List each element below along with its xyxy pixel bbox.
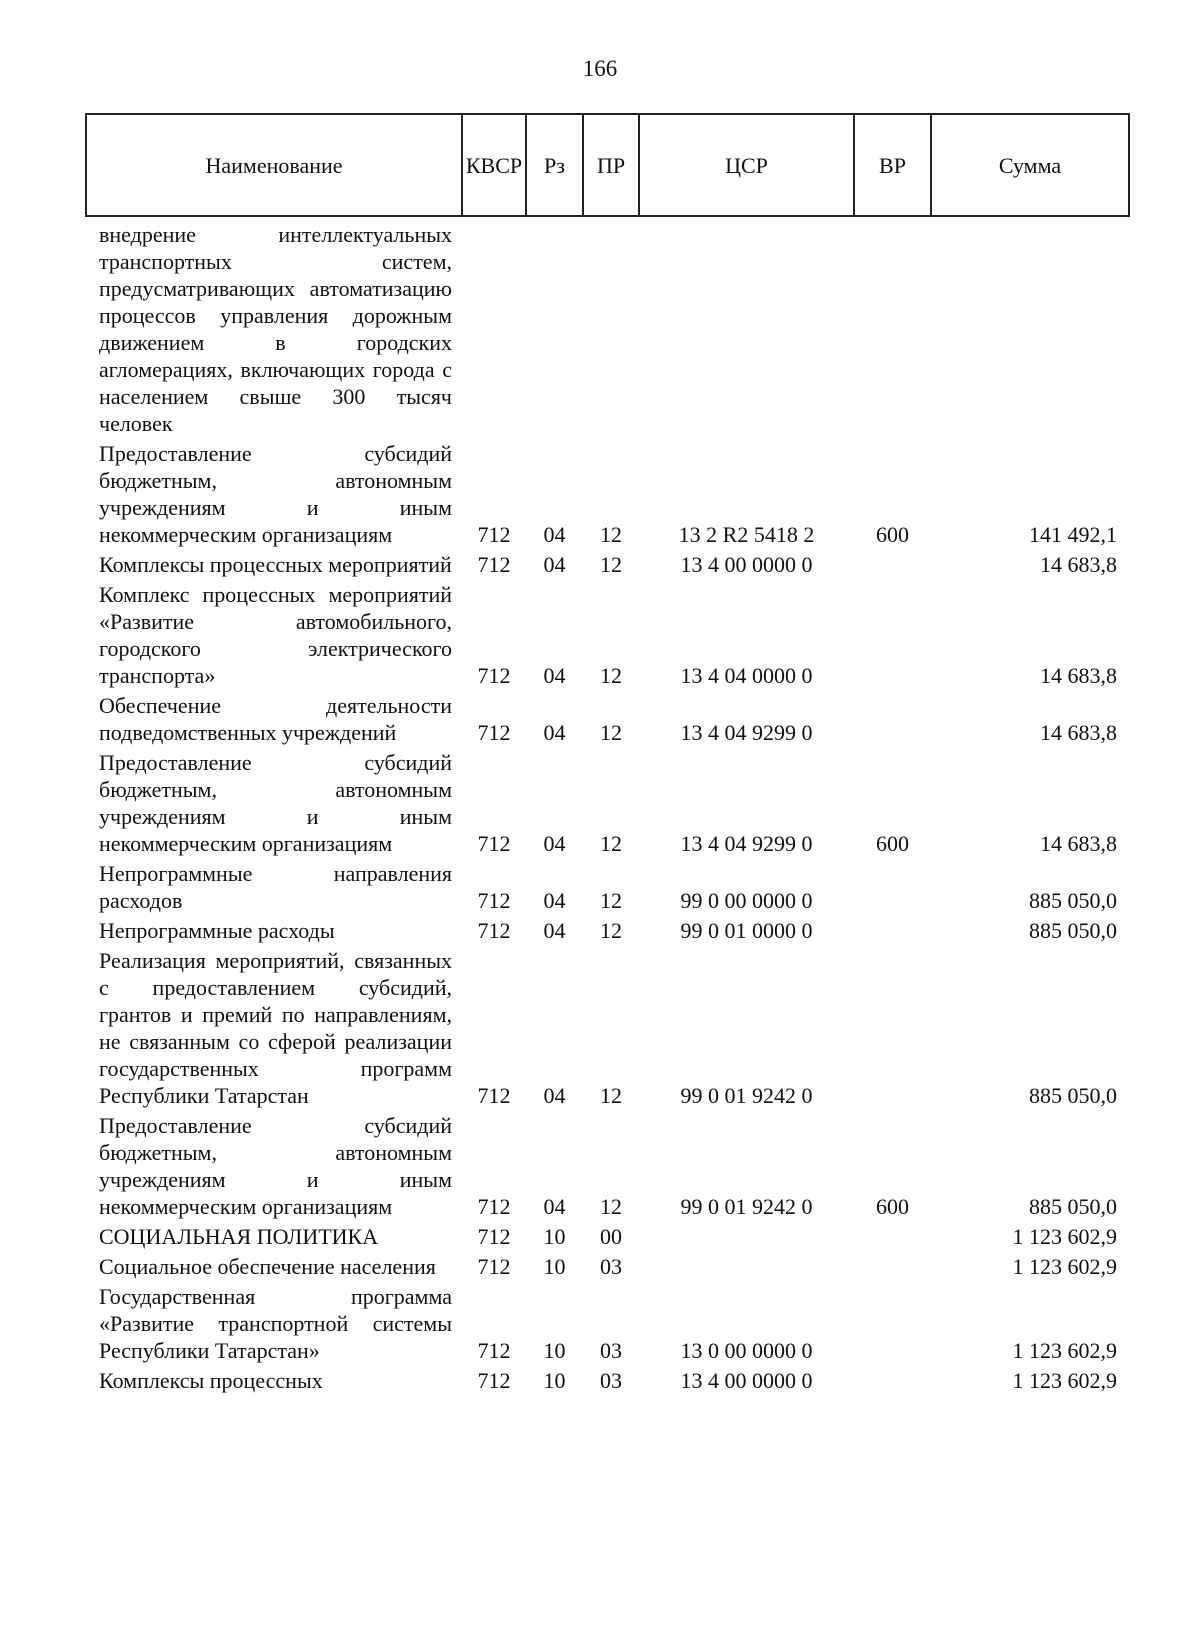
table-row	[86, 859, 1129, 916]
cell-name: Непрограммные расходы	[99, 918, 335, 943]
cell-kvsr: 712	[477, 1254, 511, 1279]
table-row	[86, 1111, 1129, 1222]
cell-rz: 04	[543, 888, 566, 913]
cell-pr: 12	[600, 831, 622, 856]
table-row	[86, 916, 1129, 946]
cell-pr: 03	[600, 1254, 622, 1279]
cell-csr: 99 0 01 9242 0	[680, 1083, 813, 1108]
cell-vr	[854, 1252, 931, 1282]
cell-name: внедрение интеллектуальных транспортных систем, предусматривающих автоматизацию процессов управления дорожным движением в городских агломерациях, включающих города с населением свыше 300 тысяч человек	[99, 222, 452, 436]
cell-csr: 13 4 04 9299 0	[680, 720, 813, 745]
header-row	[86, 114, 1129, 216]
cell-sum	[931, 216, 1129, 439]
cell-vr	[854, 916, 931, 946]
cell-rz: 04	[543, 918, 566, 943]
cell-sum: 141 492,1	[1029, 522, 1117, 547]
table-row	[86, 216, 1129, 439]
header-csr: ЦСР	[639, 114, 854, 216]
cell-kvsr: 712	[477, 1083, 511, 1108]
cell-kvsr: 712	[477, 552, 511, 577]
cell-pr	[583, 216, 639, 439]
cell-vr	[854, 1366, 931, 1396]
cell-kvsr: 712	[477, 1368, 511, 1393]
cell-vr	[854, 550, 931, 580]
table-row	[86, 1282, 1129, 1366]
cell-kvsr	[462, 216, 526, 439]
cell-pr: 00	[600, 1224, 622, 1249]
table-header	[86, 114, 1129, 216]
cell-pr: 12	[600, 1194, 622, 1219]
cell-sum: 1 123 602,9	[1012, 1338, 1117, 1363]
cell-csr: 99 0 00 0000 0	[680, 888, 813, 913]
cell-sum: 14 683,8	[1040, 663, 1117, 688]
budget-table	[85, 113, 1130, 1396]
cell-name: Комплексы процессных	[99, 1368, 323, 1393]
cell-pr: 12	[600, 663, 622, 688]
cell-kvsr: 712	[477, 1194, 511, 1219]
cell-rz: 04	[543, 663, 566, 688]
table-row	[86, 691, 1129, 748]
table-row	[86, 1222, 1129, 1252]
table-row	[86, 946, 1129, 1111]
cell-pr: 03	[600, 1338, 622, 1363]
cell-kvsr: 712	[477, 1338, 511, 1363]
cell-csr	[639, 216, 854, 439]
cell-name: Комплексы процессных мероприятий	[99, 552, 452, 577]
cell-sum: 14 683,8	[1040, 720, 1117, 745]
cell-csr: 13 4 04 0000 0	[680, 663, 813, 688]
cell-vr	[854, 1282, 931, 1366]
cell-vr	[854, 859, 931, 916]
cell-pr: 12	[600, 918, 622, 943]
cell-csr: 13 4 00 0000 0	[680, 1368, 813, 1393]
cell-sum: 1 123 602,9	[1012, 1368, 1117, 1393]
cell-rz: 04	[543, 1083, 566, 1108]
table-row	[86, 550, 1129, 580]
cell-rz: 04	[543, 522, 566, 547]
cell-vr: 600	[876, 522, 909, 547]
table-row	[86, 439, 1129, 550]
cell-sum: 885 050,0	[1029, 1194, 1117, 1219]
header-sum: Сумма	[931, 114, 1129, 216]
table-row	[86, 748, 1129, 859]
budget-table-container	[85, 113, 1128, 1396]
cell-pr: 12	[600, 522, 622, 547]
cell-sum: 14 683,8	[1040, 552, 1117, 577]
cell-vr	[854, 946, 931, 1111]
cell-name: Государственная программа «Развитие транспортной системы Республики Татарстан»	[99, 1284, 452, 1363]
cell-kvsr: 712	[477, 663, 511, 688]
cell-pr: 12	[600, 888, 622, 913]
cell-vr	[854, 216, 931, 439]
cell-kvsr: 712	[477, 888, 511, 913]
cell-vr	[854, 1222, 931, 1252]
cell-csr: 99 0 01 0000 0	[680, 918, 813, 943]
cell-sum: 14 683,8	[1040, 831, 1117, 856]
cell-pr: 12	[600, 552, 622, 577]
page-number: 166	[582, 56, 618, 81]
cell-name: Непрограммные направления расходов	[99, 861, 452, 913]
cell-csr	[639, 1252, 854, 1282]
cell-rz: 10	[543, 1368, 566, 1393]
header-pr: ПР	[583, 114, 639, 216]
cell-sum: 885 050,0	[1029, 918, 1117, 943]
table-row	[86, 580, 1129, 691]
cell-rz: 10	[543, 1224, 566, 1249]
cell-csr: 13 0 00 0000 0	[680, 1338, 813, 1363]
cell-kvsr: 712	[477, 720, 511, 745]
cell-sum: 885 050,0	[1029, 888, 1117, 913]
cell-csr: 13 4 04 9299 0	[680, 831, 813, 856]
cell-name: Реализация мероприятий, связанных с предоставлением субсидий, грантов и премий по направлениям, не связанным со сферой реализации государственных программ Республики Татарстан	[99, 948, 452, 1108]
cell-sum: 1 123 602,9	[1012, 1254, 1117, 1279]
cell-pr: 12	[600, 720, 622, 745]
header-kvsr: КВСР	[462, 114, 526, 216]
cell-kvsr: 712	[477, 918, 511, 943]
cell-rz: 04	[543, 552, 566, 577]
cell-csr: 99 0 01 9242 0	[680, 1194, 813, 1219]
header-vr: ВР	[854, 114, 931, 216]
cell-name: Предоставление субсидий бюджетным, автономным учреждениям и иным некоммерческим организациям	[99, 1113, 452, 1219]
cell-name: СОЦИАЛЬНАЯ ПОЛИТИКА	[99, 1224, 379, 1249]
cell-sum: 1 123 602,9	[1012, 1224, 1117, 1249]
cell-rz: 04	[543, 720, 566, 745]
cell-csr: 13 4 00 0000 0	[680, 552, 813, 577]
cell-rz: 04	[543, 831, 566, 856]
cell-csr	[639, 1222, 854, 1252]
cell-rz: 10	[543, 1338, 566, 1363]
cell-vr	[854, 691, 931, 748]
table-row	[86, 1366, 1129, 1396]
cell-name: Обеспечение деятельности подведомственных учреждений	[99, 693, 452, 745]
cell-name: Комплекс процессных мероприятий «Развитие автомобильного, городского электрического транспорта»	[99, 582, 452, 688]
header-name: Наименование	[86, 114, 462, 216]
cell-pr: 12	[600, 1083, 622, 1108]
cell-rz: 04	[543, 1194, 566, 1219]
cell-csr: 13 2 R2 5418 2	[678, 522, 815, 547]
cell-kvsr: 712	[477, 831, 511, 856]
cell-kvsr: 712	[477, 522, 511, 547]
cell-vr: 600	[876, 1194, 909, 1219]
cell-sum: 885 050,0	[1029, 1083, 1117, 1108]
cell-kvsr: 712	[477, 1224, 511, 1249]
cell-vr: 600	[876, 831, 909, 856]
cell-name: Предоставление субсидий бюджетным, автономным учреждениям и иным некоммерческим организациям	[99, 750, 452, 856]
cell-rz	[526, 216, 583, 439]
cell-rz: 10	[543, 1254, 566, 1279]
cell-vr	[854, 580, 931, 691]
header-rz: Рз	[526, 114, 583, 216]
cell-name: Социальное обеспечение населения	[99, 1254, 436, 1279]
cell-name: Предоставление субсидий бюджетным, автономным учреждениям и иным некоммерческим организациям	[99, 441, 452, 547]
table-body	[86, 216, 1129, 1396]
table-row	[86, 1252, 1129, 1282]
cell-pr: 03	[600, 1368, 622, 1393]
